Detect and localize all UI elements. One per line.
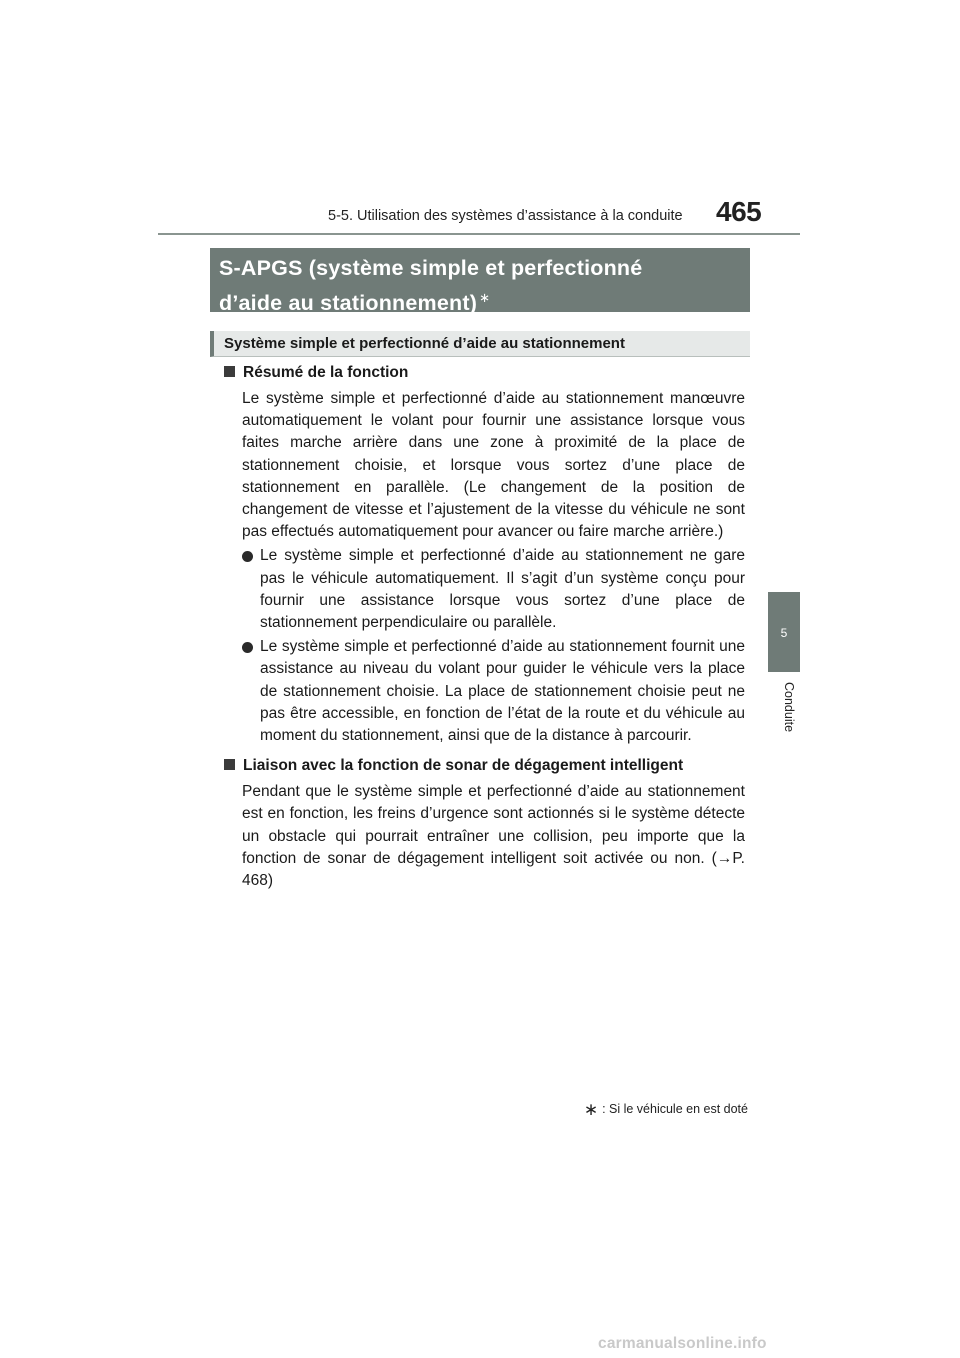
square-bullet-icon — [224, 759, 235, 770]
header-divider — [158, 233, 800, 235]
asterisk-icon: ∗ — [479, 290, 491, 305]
chapter-tab: 5 — [768, 592, 800, 672]
list-item-text: Le système simple et perfectionné d’aide au stationnement ne gare pas le véhicule automatiquement. Il s’agit d’un système conçu pour fournir une assistance lorsque vous sortez d’une place de stationnement perpendiculaire ou parallèle. — [260, 547, 745, 632]
paragraph-sonar: Pendant que le système simple et perfectionné d’aide au stationnement est en fonction, les freins d’urgence sont actionnés si le système détecte un obstacle qui pourrait entraîner une collision, peu importe que la fonction de sonar de dégagement intelligent soit activée ou non. (→P. 468) — [242, 783, 745, 890]
paragraph-summary: Le système simple et perfectionné d’aide au stationnement manœuvre automatiquement le volant pour fournir une assistance lorsque vous faites marche arrière dans une zone à proximité de la place de stationnement choisie, et lorsque vous sortez d’une place de stationnement en parallèle. (Le changement de la position de changement de vitesse et l’ajustement de la vitesse du véhicule ne sont pas effectués automatiquement pour avancer ou faire marche arrière.) — [242, 390, 745, 541]
list-item-text: Le système simple et perfectionné d’aide au stationnement fournit une assistance au niveau du volant pour guider le véhicule vers la place de stationnement choisie. La place de stationnement choisie peut ne pas être accessible, en fonction de l’état de la route et du véhicule au moment du stationnement, ainsi que de la distance à parcourir. — [260, 638, 745, 745]
section-header: 5-5. Utilisation des systèmes d’assistance à la conduite — [328, 208, 683, 224]
list-item — [242, 636, 745, 747]
circle-bullet-icon — [242, 642, 253, 653]
footnote-text: : Si le véhicule en est doté — [602, 1102, 748, 1116]
section-heading-text: Résumé de la fonction — [243, 364, 409, 381]
title-line-2-text: d’aide au stationnement) — [219, 291, 478, 316]
list-item — [242, 545, 745, 634]
watermark: carmanualsonline.info — [598, 1335, 767, 1352]
page-number: 465 — [716, 196, 762, 227]
asterisk-icon: ∗ — [583, 1100, 599, 1119]
title-line-1: S-APGS (système simple et perfectionné — [219, 256, 643, 280]
footnote — [584, 1099, 748, 1119]
title-line-2 — [219, 283, 750, 318]
circle-bullet-icon — [242, 551, 253, 562]
main-content — [224, 362, 745, 892]
chapter-label: Conduite — [782, 682, 796, 733]
square-bullet-icon — [224, 366, 235, 377]
page-title — [210, 248, 750, 316]
section-heading-text: Liaison avec la fonction de sonar de dégagement intelligent — [243, 757, 684, 775]
subheading: Système simple et perfectionné d’aide au stationnement — [210, 331, 750, 357]
section-heading-sonar — [224, 755, 745, 777]
section-heading-summary — [224, 362, 745, 384]
